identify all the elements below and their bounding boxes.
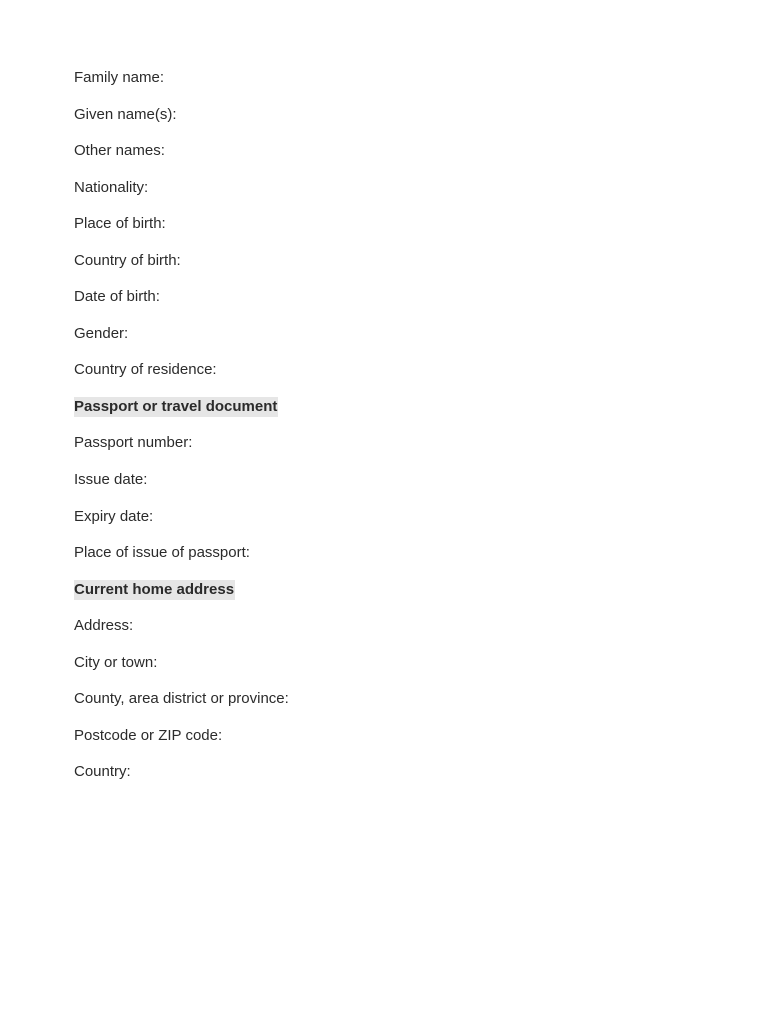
place-of-issue-label: Place of issue of passport: xyxy=(74,544,250,562)
postcode-field xyxy=(74,726,674,763)
country-of-birth-label: Country of birth: xyxy=(74,251,181,269)
city-field xyxy=(74,653,674,690)
passport-number-field xyxy=(74,433,674,470)
other-names-field xyxy=(74,141,674,178)
place-of-birth-label: Place of birth: xyxy=(74,215,166,233)
country-of-residence-field xyxy=(74,360,674,397)
nationality-label: Nationality: xyxy=(74,178,149,196)
address-label: Address: xyxy=(74,617,134,635)
issue-date-label: Issue date: xyxy=(74,471,148,489)
gender-label: Gender: xyxy=(74,324,129,342)
expiry-date-field xyxy=(74,507,674,544)
country-of-birth-field xyxy=(74,251,674,288)
postcode-label: Postcode or ZIP code: xyxy=(74,726,223,744)
nationality-field xyxy=(74,178,674,215)
country-field xyxy=(74,762,674,799)
county-label: County, area district or province: xyxy=(74,690,289,708)
county-field xyxy=(74,689,674,726)
family-name-label: Family name: xyxy=(74,69,165,86)
family-name-field xyxy=(74,68,674,105)
city-label: City or town: xyxy=(74,653,158,671)
given-names-field xyxy=(74,105,674,142)
issue-date-field xyxy=(74,470,674,507)
address-heading-text: Current home address xyxy=(74,580,235,598)
date-of-birth-label: Date of birth: xyxy=(74,288,160,306)
country-of-residence-label: Country of residence: xyxy=(74,361,217,379)
country-label: Country: xyxy=(74,763,131,781)
place-of-issue-field xyxy=(74,543,674,580)
passport-heading-text: Passport or travel document xyxy=(74,397,278,415)
other-names-label: Other names: xyxy=(74,142,165,160)
passport-number-label: Passport number: xyxy=(74,434,193,452)
date-of-birth-field xyxy=(74,287,674,324)
expiry-date-label: Expiry date: xyxy=(74,507,154,525)
form-fields xyxy=(74,68,674,799)
address-field xyxy=(74,616,674,653)
gender-field xyxy=(74,324,674,361)
given-names-label: Given name(s): xyxy=(74,105,177,123)
address-section-heading xyxy=(74,580,674,617)
passport-section-heading xyxy=(74,397,674,434)
place-of-birth-field xyxy=(74,214,674,251)
